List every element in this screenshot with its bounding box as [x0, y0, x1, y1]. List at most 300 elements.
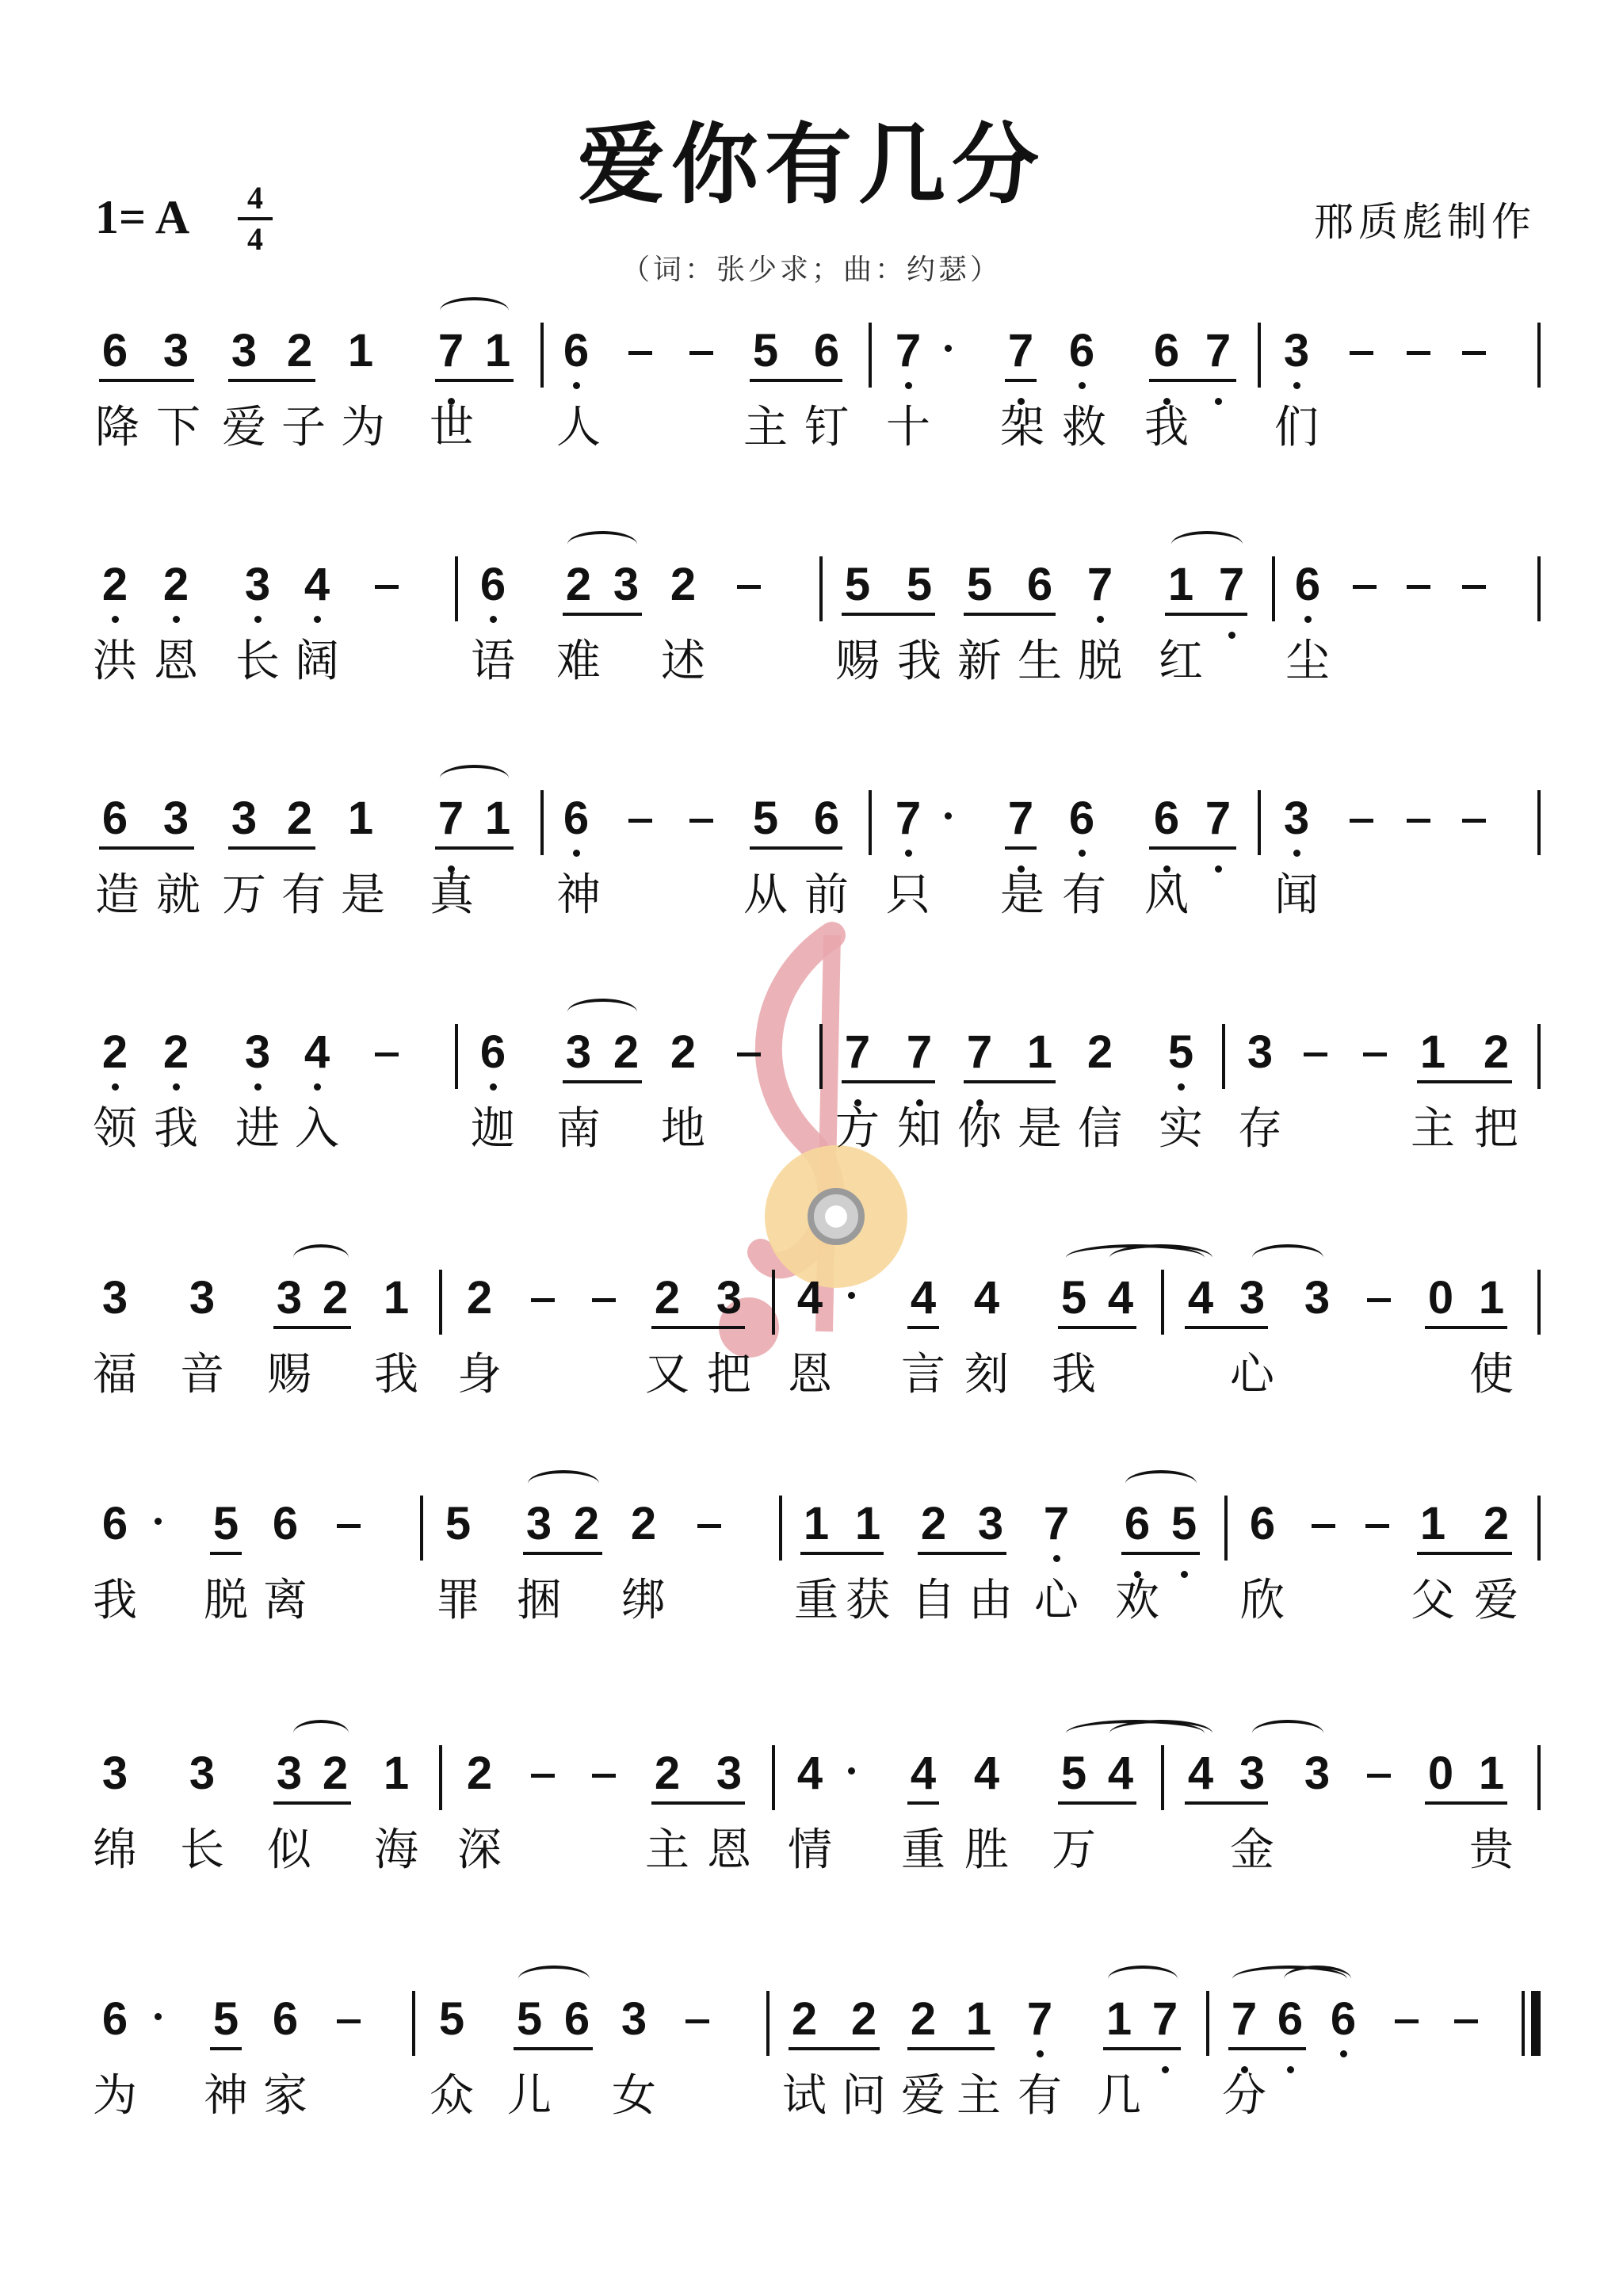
eighth-beam: [842, 1080, 935, 1083]
barline: [1224, 1496, 1228, 1561]
note: 0: [1427, 1748, 1454, 1799]
note: 7: [892, 793, 924, 845]
lyrics-row: [0, 1103, 1623, 1159]
note: 6: [1274, 1993, 1306, 2046]
eighth-beam: [1417, 1552, 1512, 1555]
time-signature-divider: [238, 217, 273, 220]
eighth-beam: [842, 613, 935, 616]
note: 6: [1066, 325, 1098, 377]
slur: [440, 297, 509, 324]
note: 3: [231, 793, 258, 844]
lyric-syllable: 重: [901, 1824, 945, 1876]
notation-row: [0, 313, 1623, 400]
barline: [1537, 556, 1541, 621]
lyric-syllable: 难: [556, 636, 601, 687]
lyric-syllable: 长: [235, 636, 280, 687]
lyric-syllable: 自: [911, 1575, 956, 1626]
note: 1: [347, 793, 374, 844]
note: 2: [99, 559, 131, 611]
note: 3: [1281, 793, 1312, 845]
note: 7: [435, 325, 467, 377]
barline: [819, 1024, 823, 1089]
note: 6: [560, 325, 592, 377]
lyric-syllable: 赐: [267, 1349, 311, 1400]
low-octave-dot: [1304, 616, 1312, 623]
eighth-beam: [1425, 1326, 1507, 1329]
note: 5: [752, 325, 779, 376]
note: 3: [1304, 1272, 1331, 1324]
augmentation-dot: [945, 812, 952, 819]
note: 7: [1005, 793, 1037, 845]
note: 5: [1060, 1748, 1087, 1799]
eighth-beam: [750, 846, 842, 850]
lyric-syllable: 主: [957, 2070, 1001, 2122]
lyric-syllable: 神: [556, 869, 601, 921]
slur: [1109, 1720, 1212, 1747]
low-octave-dot: [254, 1083, 262, 1091]
note: 6: [477, 559, 509, 611]
note: 2: [160, 559, 192, 611]
augmentation-dot: [945, 345, 952, 352]
lyric-syllable: 我: [1052, 1349, 1096, 1400]
note: 1: [383, 1272, 410, 1324]
lyric-syllable: 欣: [1240, 1575, 1285, 1626]
low-octave-dot: [1053, 1555, 1060, 1562]
lyric-syllable: 信: [1078, 1103, 1122, 1155]
lyric-syllable: 新: [957, 636, 1002, 687]
barline: [439, 1270, 442, 1335]
note: 2: [322, 1748, 349, 1799]
lyric-syllable: 父: [1411, 1575, 1455, 1626]
note: 4: [796, 1748, 823, 1799]
note: 5: [844, 559, 871, 610]
eighth-beam: [1005, 846, 1037, 850]
eighth-beam: [435, 379, 514, 382]
note: 1: [484, 793, 511, 844]
note: 6: [477, 1026, 509, 1079]
note: 6: [1249, 1498, 1276, 1549]
low-octave-dot: [490, 1083, 497, 1091]
note: 4: [910, 1748, 937, 1799]
lyric-syllable: 我: [1144, 402, 1189, 453]
sustain-dash: [1462, 819, 1486, 823]
note: 2: [466, 1272, 493, 1324]
note: 2: [573, 1498, 600, 1549]
barline: [869, 790, 872, 855]
sustain-dash: [531, 1774, 555, 1778]
note: 7: [1149, 1993, 1181, 2046]
lyric-syllable: 恩: [707, 1824, 751, 1876]
note: 7: [435, 793, 467, 845]
low-octave-dot: [254, 616, 262, 623]
slur: [1108, 1966, 1178, 1992]
lyric-syllable: 恩: [154, 636, 198, 687]
note: 3: [1239, 1272, 1266, 1324]
lyric-syllable: 脱: [1078, 636, 1122, 687]
note: 6: [1151, 793, 1182, 845]
note: 4: [973, 1272, 1000, 1324]
note: 4: [1107, 1272, 1134, 1324]
note: 3: [1281, 325, 1312, 377]
lyric-syllable: 离: [263, 1575, 307, 1626]
eighth-beam: [563, 613, 642, 616]
lyric-syllable: 入: [295, 1103, 339, 1155]
note: 7: [1024, 1993, 1056, 2046]
note: 5: [966, 559, 993, 610]
eighth-beam: [1149, 846, 1236, 850]
lyrics-row: [0, 1349, 1623, 1404]
low-octave-dot: [173, 616, 180, 623]
lyric-syllable: 我: [93, 1575, 137, 1626]
barline: [779, 1496, 782, 1561]
lyric-syllable: 进: [235, 1103, 280, 1155]
barline: [1537, 323, 1541, 388]
lyric-syllable: 我: [897, 636, 941, 687]
note: 1: [1106, 1993, 1132, 2045]
final-barline-thin: [1522, 1991, 1525, 2056]
eighth-beam: [789, 2047, 880, 2050]
barline: [439, 1745, 442, 1810]
note: 1: [1419, 1498, 1446, 1549]
note: 5: [1168, 1498, 1200, 1550]
note: 6: [1327, 1993, 1359, 2046]
lyric-syllable: 尘: [1285, 636, 1330, 687]
note: 6: [1292, 559, 1323, 611]
time-signature-bottom: 4: [247, 221, 263, 257]
lyric-syllable: 主: [743, 402, 788, 453]
lyric-syllable: 神: [204, 2070, 248, 2122]
sustain-dash: [737, 1052, 761, 1056]
lyric-syllable: 有: [1018, 2070, 1062, 2122]
eighth-beam: [1185, 1801, 1268, 1805]
note: 7: [842, 1026, 873, 1079]
slur: [293, 1720, 349, 1747]
note: 3: [276, 1272, 303, 1324]
note: 2: [565, 559, 592, 610]
slur: [518, 1966, 590, 1992]
lyric-syllable: 方: [835, 1103, 880, 1155]
notation-row: [0, 1260, 1623, 1347]
note: 3: [1247, 1026, 1274, 1078]
lyric-syllable: 救: [1062, 402, 1106, 453]
page-title: 爱你有几分: [578, 113, 1045, 216]
note: 6: [813, 325, 840, 376]
low-octave-dot: [1178, 1083, 1185, 1091]
lyric-syllable: 们: [1274, 402, 1319, 453]
note: 1: [1026, 1026, 1053, 1078]
note: 0: [1427, 1272, 1454, 1324]
lyric-syllable: 述: [661, 636, 705, 687]
note: 6: [101, 793, 128, 844]
sustain-dash: [1454, 2019, 1478, 2023]
slur: [1109, 1244, 1212, 1271]
barline: [1206, 1991, 1209, 2056]
notation-row: [0, 781, 1623, 868]
lyric-syllable: 几: [1097, 2070, 1141, 2122]
lyric-syllable: 长: [180, 1824, 224, 1876]
key-signature: 1= A: [95, 191, 190, 243]
low-octave-dot: [1079, 382, 1086, 389]
note: 1: [1478, 1748, 1505, 1799]
note: 4: [1187, 1748, 1214, 1799]
lyric-syllable: 爱: [222, 402, 266, 453]
lyric-syllable: 绑: [621, 1575, 666, 1626]
barline: [540, 323, 544, 388]
lyrics-row: [0, 2070, 1623, 2126]
lyric-syllable: 胜: [964, 1824, 1009, 1876]
eighth-beam: [1185, 1326, 1268, 1329]
lyric-syllable: 红: [1159, 636, 1203, 687]
note: 2: [466, 1748, 493, 1799]
note: 3: [1304, 1748, 1331, 1799]
note: 2: [286, 325, 313, 376]
lyric-syllable: 女: [612, 2070, 656, 2122]
low-octave-dot: [112, 616, 119, 623]
eighth-beam: [750, 379, 842, 382]
lyric-syllable: 刻: [964, 1349, 1009, 1400]
sustain-dash: [1350, 351, 1373, 355]
barline: [412, 1991, 415, 2056]
lyric-syllable: 众: [430, 2070, 474, 2122]
lyric-syllable: 为: [93, 2070, 137, 2122]
note: 7: [1202, 793, 1234, 845]
lyric-syllable: 存: [1238, 1103, 1282, 1155]
lyric-syllable: 情: [788, 1824, 832, 1876]
slur: [1284, 1966, 1351, 1992]
barline: [772, 1745, 775, 1810]
low-octave-dot: [1079, 850, 1086, 857]
note: 2: [160, 1026, 192, 1079]
note: 2: [910, 1993, 937, 2045]
eighth-beam: [99, 379, 194, 382]
note: 2: [1483, 1498, 1510, 1549]
lyric-syllable: 下: [156, 402, 200, 453]
lyric-syllable: 金: [1230, 1824, 1274, 1876]
note: 5: [752, 793, 779, 844]
augmentation-dot: [848, 1292, 855, 1299]
lyric-syllable: 地: [661, 1103, 705, 1155]
slur: [293, 1244, 349, 1271]
lyric-syllable: 爱: [901, 2070, 945, 2122]
lyric-syllable: 闻: [1274, 869, 1319, 921]
low-octave-dot: [490, 616, 497, 623]
low-octave-dot: [1340, 2050, 1347, 2057]
barline: [455, 1024, 458, 1089]
lyric-syllable: 我: [374, 1349, 418, 1400]
lyric-syllable: 从: [743, 869, 788, 921]
eighth-beam: [1058, 1801, 1136, 1805]
note: 2: [613, 1026, 640, 1078]
sustain-dash: [1407, 819, 1430, 823]
lyric-syllable: 音: [180, 1349, 224, 1400]
barline: [1258, 790, 1261, 855]
low-octave-dot: [573, 850, 580, 857]
note: 2: [920, 1498, 947, 1549]
time-signature-top: 4: [247, 180, 263, 216]
barline: [1272, 556, 1275, 621]
note: 6: [1121, 1498, 1153, 1550]
time-signature: [238, 181, 273, 257]
note: 3: [101, 1748, 128, 1799]
eighth-beam: [964, 613, 1056, 616]
note: 2: [670, 559, 697, 610]
low-octave-dot: [905, 382, 912, 389]
lyric-syllable: 获: [846, 1575, 890, 1626]
sustain-dash: [1367, 1774, 1391, 1778]
lyric-syllable: 深: [457, 1824, 502, 1876]
lyric-syllable: 世: [430, 402, 474, 453]
slur: [1171, 531, 1243, 558]
barline: [819, 556, 823, 621]
lyric-syllable: 儿: [507, 2070, 552, 2122]
lyric-syllable: 是: [1018, 1103, 1062, 1155]
eighth-beam: [1121, 1552, 1200, 1555]
barline: [1537, 790, 1541, 855]
eighth-beam: [1005, 379, 1037, 382]
barline: [1161, 1270, 1164, 1335]
sustain-dash: [1462, 351, 1486, 355]
lyric-syllable: 重: [794, 1575, 838, 1626]
slur: [440, 765, 509, 792]
note: 2: [630, 1498, 657, 1549]
sustain-dash: [685, 2019, 709, 2023]
lyric-syllable: 罪: [436, 1575, 480, 1626]
eighth-beam: [563, 1080, 642, 1083]
note: 5: [212, 1993, 239, 2045]
eighth-beam: [228, 379, 315, 382]
note: 5: [906, 559, 933, 610]
lyric-syllable: 恩: [788, 1349, 832, 1400]
lyric-syllable: 欢: [1115, 1575, 1159, 1626]
eighth-beam: [964, 1080, 1056, 1083]
low-octave-dot: [573, 382, 580, 389]
note: 7: [1216, 559, 1247, 611]
lyrics-row: [0, 636, 1623, 691]
note: 1: [965, 1993, 992, 2045]
lyric-syllable: 心: [1230, 1349, 1274, 1400]
lyric-syllable: 南: [556, 1103, 601, 1155]
eighth-beam: [1103, 2047, 1181, 2050]
note: 2: [322, 1272, 349, 1324]
lyric-syllable: 有: [281, 869, 326, 921]
note: 4: [301, 559, 333, 611]
eighth-beam: [918, 1552, 1006, 1555]
eighth-beam: [435, 846, 514, 850]
eighth-beam: [228, 846, 315, 850]
author-credit: 邢质彪制作: [1314, 199, 1536, 245]
note: 5: [438, 1993, 465, 2045]
note: 3: [525, 1498, 552, 1549]
note: 6: [101, 325, 128, 376]
lyric-syllable: 知: [897, 1103, 941, 1155]
eighth-beam: [1417, 1080, 1512, 1083]
eighth-beam: [1165, 613, 1247, 616]
eighth-beam: [1425, 1801, 1507, 1805]
note: 7: [1041, 1498, 1072, 1550]
note: 3: [242, 559, 273, 611]
eighth-beam: [210, 1552, 242, 1555]
lyric-syllable: 我: [154, 1103, 198, 1155]
lyric-syllable: 主: [1411, 1103, 1455, 1155]
note: 3: [101, 1272, 128, 1324]
barline: [1222, 1024, 1225, 1089]
slur: [1252, 1244, 1323, 1271]
augmentation-dot: [155, 1518, 162, 1525]
lyric-syllable: 实: [1159, 1103, 1203, 1155]
note: 2: [850, 1993, 877, 2045]
lyric-syllable: 架: [1000, 402, 1044, 453]
lyric-syllable: 家: [263, 2070, 307, 2122]
lyric-syllable: 又: [645, 1349, 689, 1400]
eighth-beam: [907, 1326, 939, 1329]
eighth-beam: [800, 1552, 884, 1555]
lyric-syllable: 试: [782, 2070, 827, 2122]
note: 4: [1187, 1272, 1214, 1324]
low-octave-dot: [314, 616, 321, 623]
lyric-syllable: 分: [1222, 2070, 1266, 2122]
lyric-syllable: 爱: [1474, 1575, 1518, 1626]
low-octave-dot: [112, 1083, 119, 1091]
lyric-syllable: 子: [281, 402, 326, 453]
lyric-syllable: 万: [1052, 1824, 1096, 1876]
final-barline-thick: [1531, 1991, 1541, 2056]
note: 3: [189, 1748, 216, 1799]
barline: [1537, 1496, 1541, 1561]
note: 5: [1060, 1272, 1087, 1324]
note: 2: [654, 1748, 681, 1799]
low-octave-dot: [1037, 2050, 1044, 2057]
note: 3: [189, 1272, 216, 1324]
sustain-dash: [1395, 2019, 1419, 2023]
note: 1: [383, 1748, 410, 1799]
lyric-syllable: 为: [341, 402, 385, 453]
note: 1: [347, 325, 374, 376]
note: 1: [1419, 1026, 1446, 1078]
note: 4: [973, 1748, 1000, 1799]
barline: [1258, 323, 1261, 388]
lyric-syllable: 万: [222, 869, 266, 921]
barline: [420, 1496, 423, 1561]
sustain-dash: [337, 2019, 361, 2023]
lyric-syllable: 心: [1034, 1575, 1079, 1626]
low-octave-dot: [173, 1083, 180, 1091]
lyric-syllable: 语: [471, 636, 515, 687]
lyrics-row: [0, 1824, 1623, 1880]
lyric-syllable: 脱: [204, 1575, 248, 1626]
note: 3: [977, 1498, 1004, 1549]
lyric-syllable: 洪: [93, 636, 137, 687]
lyric-syllable: 由: [968, 1575, 1013, 1626]
barline: [1537, 1745, 1541, 1810]
note: 3: [231, 325, 258, 376]
note: 1: [484, 325, 511, 376]
sustain-dash: [592, 1774, 616, 1778]
lyric-syllable: 是: [1000, 869, 1044, 921]
note: 2: [1086, 1026, 1113, 1078]
barline: [1161, 1745, 1164, 1810]
note: 3: [716, 1748, 743, 1799]
barline: [772, 1270, 775, 1335]
lyric-syllable: 生: [1018, 636, 1062, 687]
barline: [766, 1991, 769, 2056]
lyric-syllable: 就: [156, 869, 200, 921]
barline: [1537, 1270, 1541, 1335]
note: 3: [1239, 1748, 1266, 1799]
sustain-dash: [337, 1524, 361, 1528]
notation-row: [0, 1014, 1623, 1102]
note: 4: [1107, 1748, 1134, 1799]
note: 7: [1228, 1993, 1260, 2046]
